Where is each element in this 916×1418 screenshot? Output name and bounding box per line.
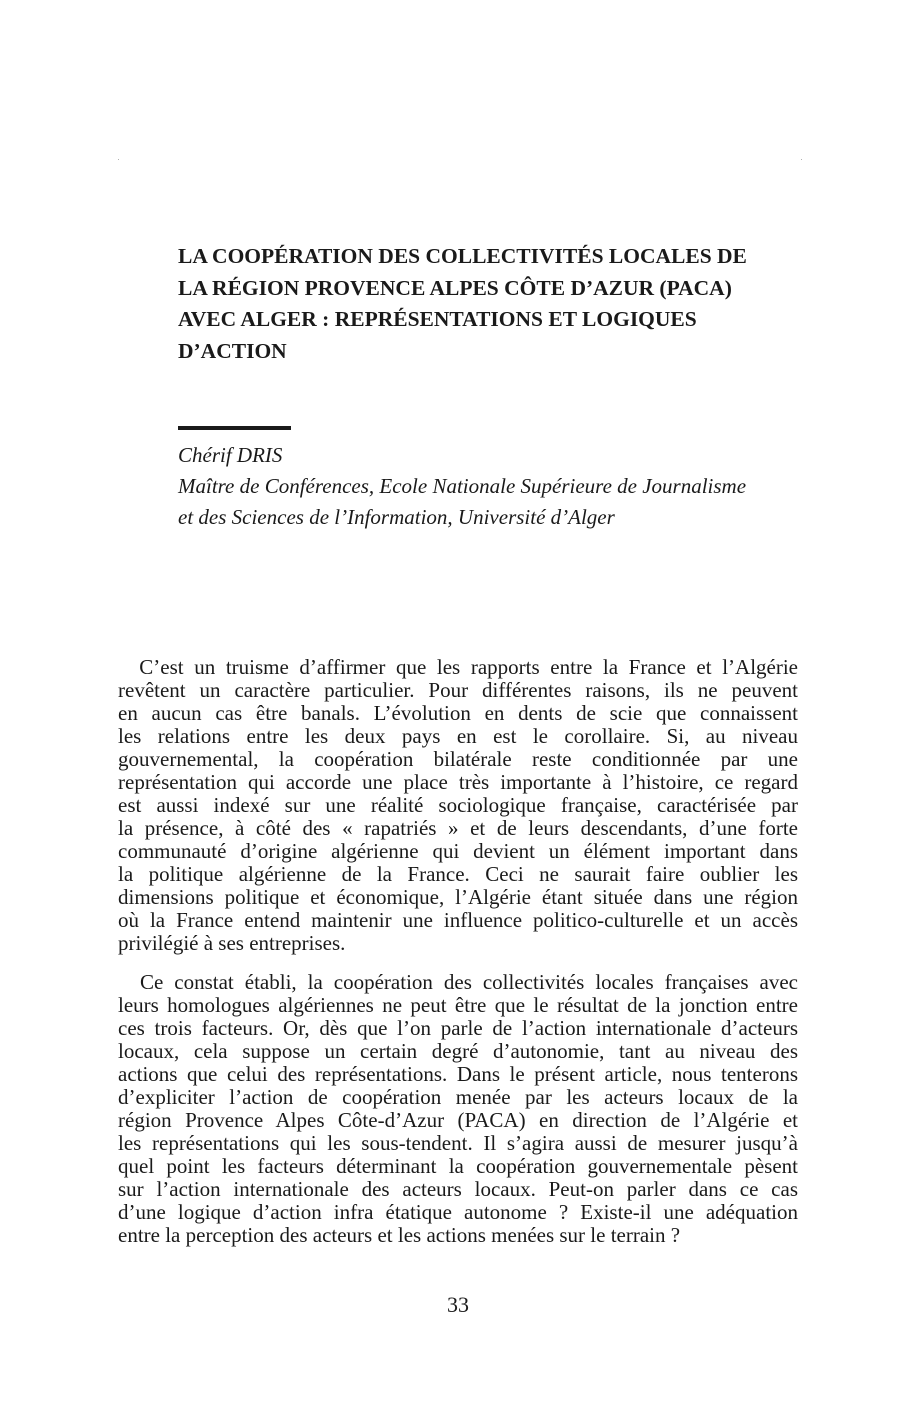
paragraph-line: représentation qui accorde une place très importante à l’histoire, ce regard <box>118 770 798 794</box>
paragraph-line: en aucun cas être banals. L’évolution en dents de scie que connaissent <box>118 701 798 725</box>
author-affiliation-line: Maître de Conférences, Ecole Nationale Supérieure de Journalisme <box>178 474 747 498</box>
author-name: Chérif DRIS <box>178 443 283 467</box>
paragraph-line: privilégié à ses entreprises. <box>118 931 346 955</box>
article-title-line: LA COOPÉRATION DES COLLECTIVITÉS LOCALES DE <box>178 244 747 268</box>
paragraph-line: locaux, cela suppose un certain degré d’autonomie, tant au niveau des <box>118 1039 798 1063</box>
paragraph-line: entre la perception des acteurs et les actions menées sur le terrain ? <box>118 1223 681 1247</box>
paragraph-line: Ce constat établi, la coopération des collectivités locales françaises avec <box>118 970 798 994</box>
paragraph-line: la présence, à côté des « rapatriés » et de leurs descendants, d’une forte <box>118 816 798 840</box>
paragraph <box>118 971 798 1247</box>
paragraph-line: les relations entre les deux pays en est le corollaire. Si, au niveau <box>118 724 798 748</box>
article-title-line: D’ACTION <box>178 338 287 363</box>
paragraph-line: région Provence Alpes Côte-d’Azur (PACA) en direction de l’Algérie et <box>118 1108 798 1132</box>
article-title-line: AVEC ALGER : REPRÉSENTATIONS ET LOGIQUES <box>178 307 697 331</box>
scan-speck-right <box>801 159 802 160</box>
paragraph-line: communauté d’origine algérienne qui devient un élément important dans <box>118 839 798 863</box>
title-divider <box>178 426 291 430</box>
paragraph-line: quel point les facteurs déterminant la coopération gouvernementale pèsent <box>118 1154 798 1178</box>
paragraph-line: la politique algérienne de la France. Ceci ne saurait faire oublier les <box>118 862 798 886</box>
body-paragraph-1 <box>118 656 798 955</box>
paragraph-line: C’est un truisme d’affirmer que les rapports entre la France et l’Algérie <box>118 655 798 679</box>
article-title <box>178 241 808 367</box>
paragraph-line: est aussi indexé sur une réalité sociologique française, caractérisée par <box>118 793 798 817</box>
paragraph-line: dimensions politique et économique, l’Algérie étant située dans une région <box>118 885 798 909</box>
paragraph-line: les représentations qui les sous-tendent. Il s’agira aussi de mesurer jusqu’à <box>118 1131 798 1155</box>
article-title-line: LA RÉGION PROVENCE ALPES CÔTE D’AZUR (PACA) <box>178 275 732 300</box>
page-number: 33 <box>447 1292 469 1317</box>
scan-speck-left <box>118 159 119 160</box>
body-paragraph-2 <box>118 971 798 1247</box>
paragraph-line: gouvernemental, la coopération bilatérale reste conditionnée par une <box>118 747 798 771</box>
paragraph-line: d’une logique d’action infra étatique autonome ? Existe-il une adéquation <box>118 1200 798 1224</box>
paragraph-line: leurs homologues algériennes ne peut être que le résultat de la jonction entre <box>118 993 798 1017</box>
paragraph-line: actions que celui des représentations. Dans le présent article, nous tenterons <box>118 1062 798 1086</box>
paragraph-line: ces trois facteurs. Or, dès que l’on parle de l’action internationale d’acteurs <box>118 1016 798 1040</box>
paragraph-line: sur l’action internationale des acteurs locaux. Peut-on parler dans ce cas <box>118 1177 798 1201</box>
paragraph <box>118 656 798 955</box>
paragraph-line: revêtent un caractère particulier. Pour différentes raisons, ils ne peuvent <box>118 678 798 702</box>
paragraph-line: où la France entend maintenir une influence politico-culturelle et un accès <box>118 908 798 932</box>
author-affiliation-line: et des Sciences de l’Information, Université d’Alger <box>178 505 615 529</box>
paragraph-line: d’expliciter l’action de coopération menée par les acteurs locaux de la <box>118 1085 798 1109</box>
author-block <box>178 440 818 533</box>
